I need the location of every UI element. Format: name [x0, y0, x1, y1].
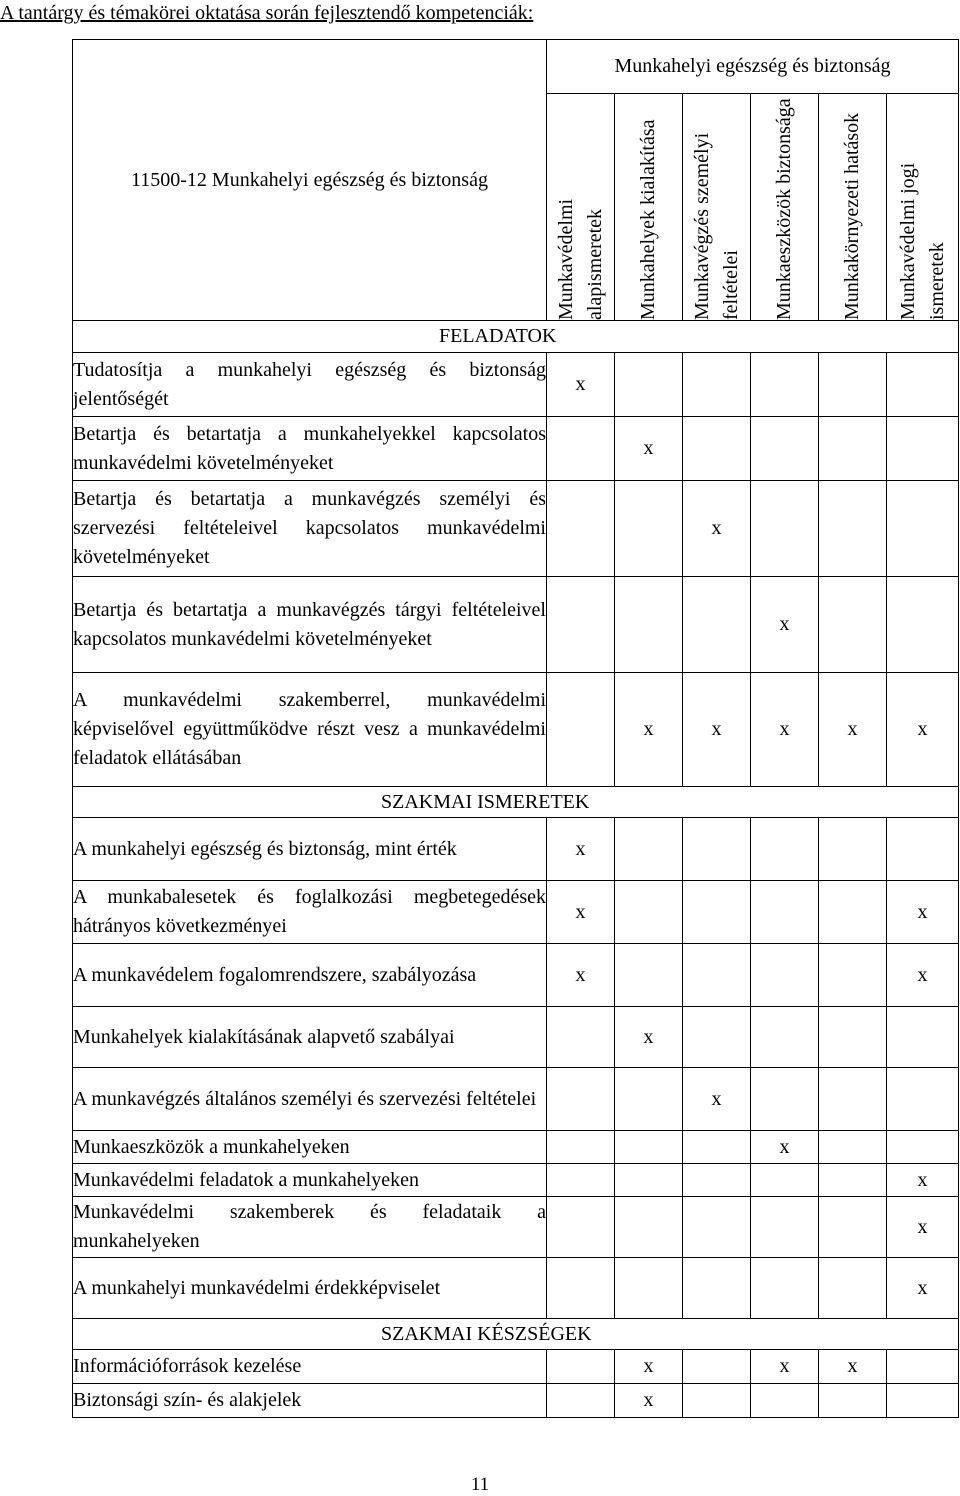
table-row: [73, 1007, 959, 1068]
mark-cell: [615, 481, 683, 577]
group-header: Munkahelyi egészség és biztonság: [614, 55, 891, 77]
mark-cell: x: [547, 818, 615, 881]
column-header-label: Munkavédelmi jogi ismeretek: [896, 162, 948, 320]
section-title: FELADATOK: [73, 321, 959, 353]
table-row: [73, 1068, 959, 1131]
mark-cell: [751, 481, 819, 577]
mark-cell: [751, 1384, 819, 1418]
mark-cell: [683, 1164, 751, 1197]
mark-cell: x: [887, 1258, 959, 1319]
row-label: Munkavédelmi feladatok a munkahelyeken: [73, 1164, 547, 1197]
row-label: A munkahelyi munkavédelmi érdekképviselet: [73, 1258, 547, 1319]
table-row: [73, 1258, 959, 1319]
mark-cell: x: [751, 1350, 819, 1384]
column-header-5: [819, 94, 887, 321]
column-header-label: Munkahelyek kialakítása: [637, 119, 659, 320]
mark-cell: x: [615, 673, 683, 787]
mark-cell: [819, 481, 887, 577]
mark-cell: [819, 1131, 887, 1164]
mark-cell: [819, 944, 887, 1007]
mark-cell: [547, 481, 615, 577]
mark-cell: x: [751, 1131, 819, 1164]
mark-cell: [819, 1197, 887, 1258]
group-header-cell: [547, 40, 959, 94]
mark-cell: [683, 1131, 751, 1164]
mark-cell: [751, 417, 819, 481]
mark-cell: x: [615, 1350, 683, 1384]
mark-cell: [615, 1131, 683, 1164]
table-row: [73, 944, 959, 1007]
mark-cell: x: [751, 577, 819, 673]
mark-cell: [615, 944, 683, 1007]
mark-cell: x: [887, 881, 959, 944]
mark-cell: [819, 1258, 887, 1319]
mark-cell: [615, 1197, 683, 1258]
mark-cell: [547, 1131, 615, 1164]
mark-cell: x: [887, 673, 959, 787]
row-label: Munkahelyek kialakításának alapvető szabályai: [73, 1007, 547, 1068]
mark-cell: [547, 1197, 615, 1258]
table-row: [73, 1350, 959, 1384]
mark-cell: [887, 1131, 959, 1164]
row-label: Információforrások kezelése: [73, 1350, 547, 1384]
mark-cell: x: [547, 944, 615, 1007]
row-label: Munkavédelmi szakemberek és feladataik a munkahelyeken: [73, 1197, 547, 1258]
mark-cell: x: [887, 1197, 959, 1258]
mark-cell: [819, 1164, 887, 1197]
mark-cell: [887, 353, 959, 417]
mark-cell: [751, 818, 819, 881]
mark-cell: [751, 1258, 819, 1319]
table-row: [73, 1131, 959, 1164]
mark-cell: [887, 1350, 959, 1384]
module-title: 11500-12 Munkahelyi egészség és biztonság: [131, 168, 488, 191]
mark-cell: [887, 577, 959, 673]
row-label: Betartja és betartatja a munkahelyekkel kapcsolatos munkavédelmi követelményeket: [73, 417, 547, 481]
mark-cell: [751, 353, 819, 417]
row-label: A munkahelyi egészség és biztonság, mint érték: [73, 818, 547, 881]
mark-cell: [887, 818, 959, 881]
column-header-label: Munkaeszközök biztonsága: [773, 98, 795, 320]
table-row: [73, 577, 959, 673]
table-row: [73, 1197, 959, 1258]
table-row: [73, 353, 959, 417]
mark-cell: [683, 1197, 751, 1258]
mark-cell: [887, 417, 959, 481]
mark-cell: [615, 1068, 683, 1131]
mark-cell: [547, 417, 615, 481]
table-row: [73, 481, 959, 577]
mark-cell: x: [683, 481, 751, 577]
mark-cell: [547, 577, 615, 673]
table-row: [73, 1384, 959, 1418]
header-group-row: [73, 40, 959, 94]
column-header-label: Munkavégzés személyi feltételei: [690, 132, 742, 320]
mark-cell: x: [683, 1068, 751, 1131]
mark-cell: [683, 881, 751, 944]
mark-cell: x: [683, 673, 751, 787]
mark-cell: [819, 577, 887, 673]
row-label: A munkavégzés általános személyi és szervezési feltételei: [73, 1068, 547, 1131]
mark-cell: [751, 1068, 819, 1131]
mark-cell: x: [547, 353, 615, 417]
mark-cell: x: [887, 944, 959, 1007]
row-label: A munkavédelem fogalomrendszere, szabályozása: [73, 944, 547, 1007]
mark-cell: x: [547, 881, 615, 944]
mark-cell: [751, 1197, 819, 1258]
mark-cell: [819, 1007, 887, 1068]
mark-cell: [887, 1007, 959, 1068]
column-header-2: [615, 94, 683, 321]
mark-cell: [683, 1258, 751, 1319]
row-label: Betartja és betartatja a munkavégzés tárgyi feltételeivel kapcsolatos munkavédelmi követelményeket: [73, 577, 547, 673]
page-number: 11: [470, 1474, 490, 1495]
mark-cell: [615, 1164, 683, 1197]
row-label: Biztonsági szín- és alakjelek: [73, 1384, 547, 1418]
competency-table: [72, 39, 959, 1418]
mark-cell: x: [819, 673, 887, 787]
mark-cell: [751, 1164, 819, 1197]
mark-cell: [751, 1007, 819, 1068]
column-header-3: [683, 94, 751, 321]
mark-cell: [819, 1384, 887, 1418]
table-row: [73, 1164, 959, 1197]
mark-cell: [547, 1068, 615, 1131]
section-row: [73, 321, 959, 353]
section-title: SZAKMAI KÉSZSÉGEK: [73, 1319, 959, 1350]
mark-cell: [615, 353, 683, 417]
page-heading: A tantárgy és témakörei oktatása során fejlesztendő kompetenciák:: [0, 2, 534, 24]
mark-cell: [751, 944, 819, 1007]
mark-cell: [547, 1007, 615, 1068]
module-title-cell: [73, 40, 547, 321]
mark-cell: [615, 818, 683, 881]
mark-cell: x: [615, 1007, 683, 1068]
column-header-label: Munkavédelmi alapismeretek: [554, 198, 606, 320]
mark-cell: x: [615, 1384, 683, 1418]
mark-cell: [887, 1384, 959, 1418]
table-row: [73, 673, 959, 787]
row-label: Tudatosítja a munkahelyi egészség és biztonság jelentőségét: [73, 353, 547, 417]
mark-cell: [683, 577, 751, 673]
mark-cell: [683, 1384, 751, 1418]
row-label: A munkabalesetek és foglalkozási megbetegedések hátrányos következményei: [73, 881, 547, 944]
mark-cell: [819, 881, 887, 944]
column-header-6: [887, 94, 959, 321]
mark-cell: [819, 353, 887, 417]
mark-cell: [887, 1068, 959, 1131]
mark-cell: [819, 1068, 887, 1131]
mark-cell: [683, 417, 751, 481]
mark-cell: [751, 881, 819, 944]
table-row: [73, 417, 959, 481]
table-row: [73, 818, 959, 881]
row-label: Munkaeszközök a munkahelyeken: [73, 1131, 547, 1164]
mark-cell: [547, 1350, 615, 1384]
row-label: A munkavédelmi szakemberrel, munkavédelmi képviselővel együttműködve részt vesz a munkavédelmi feladatok ellátásában: [73, 673, 547, 787]
mark-cell: [683, 1007, 751, 1068]
mark-cell: [683, 353, 751, 417]
column-header-4: [751, 94, 819, 321]
mark-cell: [547, 1384, 615, 1418]
mark-cell: [615, 577, 683, 673]
mark-cell: [683, 1350, 751, 1384]
mark-cell: [887, 481, 959, 577]
section-row: [73, 787, 959, 818]
column-header-label: Munkakörnyezeti hatások: [841, 112, 863, 320]
mark-cell: [615, 1258, 683, 1319]
column-header-1: [547, 94, 615, 321]
mark-cell: [819, 818, 887, 881]
mark-cell: [547, 673, 615, 787]
mark-cell: [683, 818, 751, 881]
row-label: Betartja és betartatja a munkavégzés személyi és szervezési feltételeivel kapcsolatos munkavédelmi követelményeket: [73, 481, 547, 577]
mark-cell: [683, 944, 751, 1007]
section-row: [73, 1319, 959, 1350]
section-title: SZAKMAI ISMERETEK: [73, 787, 959, 818]
mark-cell: x: [751, 673, 819, 787]
table-row: [73, 881, 959, 944]
mark-cell: x: [819, 1350, 887, 1384]
mark-cell: [819, 417, 887, 481]
mark-cell: [615, 881, 683, 944]
mark-cell: x: [887, 1164, 959, 1197]
mark-cell: [547, 1164, 615, 1197]
mark-cell: [547, 1258, 615, 1319]
mark-cell: x: [615, 417, 683, 481]
